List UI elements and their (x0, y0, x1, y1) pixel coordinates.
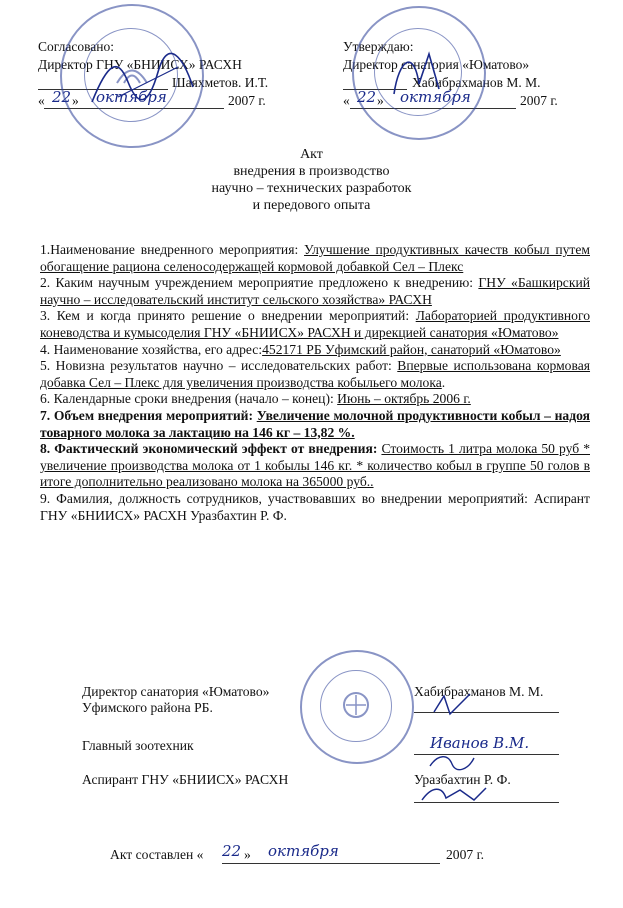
signer-1-role-region: Уфимского района РБ. (82, 700, 213, 715)
footer-date-line (222, 863, 440, 864)
item-7: 7. Объем внедрения мероприятий: Увеличение молочной продуктивности кобыл – надоя товарного молока за лактацию на 146 кг – 13,82 %. (40, 407, 590, 440)
signer-1-name: Хабибрахманов М. М. (414, 684, 544, 699)
signer-2-signature (428, 752, 478, 772)
signer-3-signature (420, 782, 490, 808)
footer-year: 2007 г. (446, 847, 485, 862)
date-close-quote: » (72, 93, 79, 108)
title-line4: и передового опыта (252, 198, 371, 213)
date-close-quote-right: » (377, 93, 384, 108)
item-8-value: Стоимость 1 литра молока 50 руб * увеличение производства молока от 1 кобылы 146 кг. * количество кобыл в группе 50 голов в итоге дополнительно реализовано молока на 365000 руб.. (40, 441, 590, 490)
approver-name: Шаяхметов. И.Т. (172, 75, 269, 90)
footer-close-quote: » (244, 847, 251, 862)
signer-1-signature (430, 690, 490, 720)
item-5: 5. Новизна результатов научно – исследовательских работ: Впервые использована кормовая добавка Сел – Плекс для увеличения производства кобыльего молока. (40, 358, 591, 390)
signer-2-handwritten-name: Иванов В.М. (430, 734, 530, 752)
date-month-handwritten: октября (96, 88, 167, 106)
item-2-value: ГНУ «Башкирский научно – исследовательский институт сельского хозяйства» РАСХН (40, 275, 590, 307)
signer-2-role: Главный зоотехник (82, 738, 194, 753)
item-6: 6. Календарные сроки внедрения (начало – конец): Июнь – октябрь 2006 г. (40, 391, 471, 407)
approved-label: Согласовано: (38, 39, 114, 54)
item-2: 2. Каким научным учреждением мероприятие предложено к внедрению: ГНУ «Башкирский научно – исследовательский институт сельского хозяйства» РАСХН (40, 275, 590, 307)
item-1-value: Улучшение продуктивных качеств кобыл путем обогащение рациона селеносодержащей кормовой добавкой Сел – Плекс (40, 242, 590, 274)
approver-right-position: Директор санатория «Юматово» (343, 57, 530, 72)
date-year-right: 2007 г. (520, 93, 558, 108)
item-7-value: Увеличение молочной продуктивности кобыл – надоя товарного молока за лактацию на 146 кг – 13,82 %. (40, 407, 590, 440)
date-open-quote: « (38, 93, 45, 108)
item-8: 8. Фактический экономический эффект от внедрения: Стоимость 1 литра молока 50 руб * увеличение производства молока от 1 кобылы 146 кг. * количество кобыл в группе 50 голов в итоге дополнительно реализовано молока на 365000 руб.. (40, 441, 590, 490)
date-day-handwritten: 22 (52, 88, 72, 106)
approver-position: Директор ГНУ «БНИИСХ» РАСХН (38, 57, 242, 72)
signer-3-role: Аспирант ГНУ «БНИИСХ» РАСХН (82, 772, 289, 787)
signer-1-role: Директор санатория «Юматово» (82, 684, 270, 699)
item-4: 4. Наименование хозяйства, его адрес:452171 РБ Уфимский район, санаторий «Юматово» (40, 341, 561, 357)
date-month-right-handwritten: октября (400, 88, 471, 106)
footer-day-handwritten: 22 (222, 842, 242, 860)
item-3: 3. Кем и когда принято решение о внедрении мероприятий: Лабораторией продуктивного коневодства и кумысоделия ГНУ «БНИИСХ» РАСХН и дирекцией санатория «Юматово» (40, 308, 590, 340)
item-4-value: 452171 РБ Уфимский район, санаторий «Юматово» (262, 341, 561, 357)
item-1: 1.Наименование внедренного мероприятия: Улучшение продуктивных качеств кобыл путем обогащение рациона селеносодержащей кормовой добавкой Сел – Плекс (40, 242, 590, 274)
approve-label: Утверждаю: (343, 39, 414, 54)
item-6-value: Июнь – октябрь 2006 г. (337, 391, 471, 407)
title-act: Акт (300, 147, 323, 162)
footer-prefix: Акт составлен « (110, 847, 204, 862)
signer-3-name: Уразбахтин Р. Ф. (414, 772, 511, 787)
document-title (0, 146, 623, 214)
approver-right-name: Хабибрахманов М. М. (412, 75, 541, 90)
title-line3: научно – технических разработок (211, 181, 412, 196)
item-5-value: Впервые использована кормовая добавка Сел – Плекс для увеличения производства кобыльего молока (40, 358, 591, 390)
handwritten-signature-right (384, 44, 474, 104)
item-9: 9. Фамилия, должность сотрудников, участвовавших во внедрении мероприятий: Аспирант ГНУ «БНИИСХ» РАСХН Уразбахтин Р. Ф. (40, 490, 590, 523)
act-items (40, 242, 590, 524)
date-year: 2007 г. (228, 93, 266, 108)
footer-month-handwritten: октября (268, 842, 339, 860)
date-day-right-handwritten: 22 (357, 88, 377, 106)
item-3-value: Лабораторией продуктивного коневодства и кумысоделия ГНУ «БНИИСХ» РАСХН и дирекцией санатория «Юматово» (40, 308, 590, 340)
stamp-emblem-bottom (336, 685, 376, 725)
title-line2: внедрения в производство (233, 164, 390, 179)
date-open-quote-right: « (343, 93, 350, 108)
handwritten-signature-left (88, 52, 198, 112)
